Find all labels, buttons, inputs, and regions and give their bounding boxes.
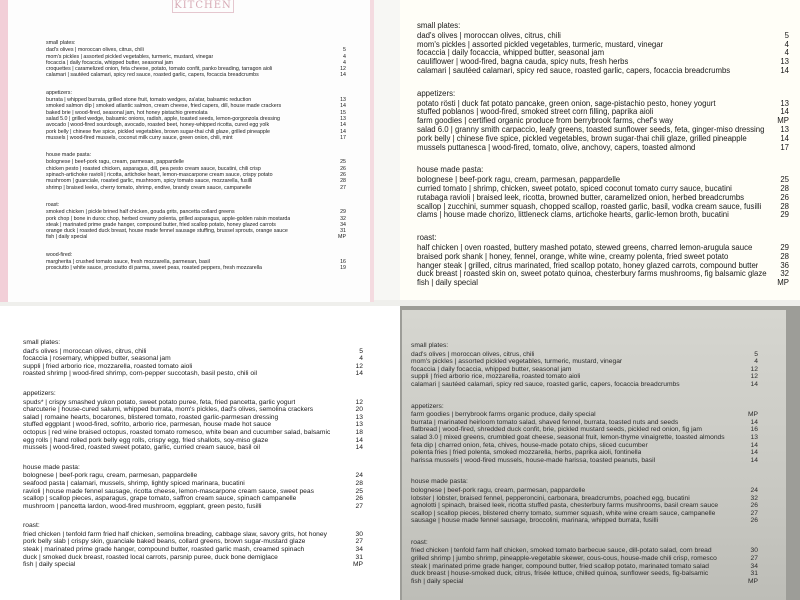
kitchen-logo: KITCHEN xyxy=(172,0,234,13)
menu-item-description: mussels puttanesca | wood-fired, tomato, olive, anchovy, capers, toasted almond xyxy=(417,143,696,152)
menu-item xyxy=(411,457,758,465)
menu-item-description: ravioli | house made fennel sausage, ricotta cheese, lemon-mascarpone cream sauce, sweet peas xyxy=(23,487,314,495)
menu-item-description: farm goodies | certified organic produce from berrybrook farms, chef's way xyxy=(417,117,674,126)
menu-item-price: 14 xyxy=(340,122,346,129)
menu-item xyxy=(411,419,758,427)
menu-item xyxy=(23,480,363,488)
section-heading: house made pasta: xyxy=(46,152,92,159)
menu-item-price: 27 xyxy=(340,184,346,191)
menu-item-price: 5 xyxy=(784,30,789,40)
menu-item xyxy=(411,510,758,518)
section-heading: appetizers: xyxy=(411,402,444,410)
menu-panel-4 xyxy=(400,306,800,600)
menu-item-price: 12 xyxy=(750,373,758,381)
menu-item-price: 31 xyxy=(750,570,758,578)
menu-item xyxy=(417,244,789,253)
menu-item-price: 29 xyxy=(340,209,346,216)
menu-section xyxy=(411,342,758,389)
menu-section xyxy=(417,22,789,76)
menu-item-description: mushroom | guanciale, roasted garlic, mushroom, spicy tomato sauce, mozzarella, fusilli xyxy=(46,178,253,185)
menu-section xyxy=(46,252,346,272)
menu-item xyxy=(23,472,363,480)
menu-item-description: pork belly | chinese five spice, pickled vegetables, brown sugar-thai chili glaze, grilled pineapple xyxy=(417,134,747,143)
menu-item-price: 31 xyxy=(355,553,363,561)
menu-item-description: bolognese | beef-pork ragu, cream, parmesan, pappardelle xyxy=(417,176,621,185)
menu-item-price: 26 xyxy=(750,502,758,510)
menu-item-description: avocado | wood-fired sourdough, avocado, roasted beet, honey-whipped ricotta, cured egg yolk xyxy=(46,122,270,129)
menu-item xyxy=(411,434,758,442)
menu-item xyxy=(23,370,363,378)
menu-item-price: 32 xyxy=(340,215,346,222)
menu-item-description: suppli | fried arborio rice, mozzarella, roasted tomato aioli xyxy=(411,373,581,381)
menu-item xyxy=(411,366,758,374)
menu-panel-1 xyxy=(0,0,374,302)
menu-item-description: smoked salmon dip | smoked atlantic salmon, cream cheese, fried capers, dill, house made crackers xyxy=(46,103,282,110)
menu-item-description: sausage | house made fennel sausage, broccolini, marinara, whipped burrata, fusilli xyxy=(411,517,659,525)
menu-item xyxy=(417,32,789,41)
menu-item-price: 17 xyxy=(340,134,346,141)
menu-section xyxy=(417,166,789,220)
menu-item-description: mussels | wood-fired mussels, coconut milk curry sauce, green onion, chili, mint xyxy=(46,134,233,141)
menu-item-price: 29 xyxy=(780,210,789,220)
menu-item xyxy=(411,351,758,359)
menu-item-description: potato rösti | duck fat potato pancake, green onion, sage-pistachio pesto, honey yogurt xyxy=(417,99,716,108)
menu-item-price: 30 xyxy=(750,547,758,555)
menu-item-price: 13 xyxy=(780,57,789,67)
menu-item-description: duck breast | roasted skin on, sweet potato quinoa, chesterbury farms mushrooms, fig balsamic glaze xyxy=(417,270,767,279)
menu-item xyxy=(23,538,363,546)
menu-item-description: spuds* | crispy smashed yukon potato, sweet potato puree, feta, fried pancetta, garlic yogurt xyxy=(23,398,296,406)
menu-section xyxy=(411,403,758,465)
menu-item-description: pork belly slab | crispy skin, guanciale baked beans, collard greens, brown sugar-mustard glaze xyxy=(23,538,306,546)
menu-item-description: cauliflower | wood-fired, bagna cauda, spicy nuts, fresh herbs xyxy=(417,58,629,67)
menu-item xyxy=(417,144,789,153)
menu-item xyxy=(411,578,758,586)
menu-item-description: burrata | marinated heirloom tomato salad, shaved fennel, burrata, toasted nuts and seeds xyxy=(411,418,679,426)
menu-item-description: salad 6.0 | granny smith carpaccio, leafy greens, toasted sunflower seeds, feta, ginger-miso dressing xyxy=(417,125,765,134)
menu-4 xyxy=(411,342,758,599)
menu-item xyxy=(417,194,789,203)
menu-item-description: duck breast | house-smoked duck, citrus, frisée lettuce, chilled quinoa, sunflower seeds, fig-balsamic xyxy=(411,570,709,578)
menu-item-price: 13 xyxy=(340,97,346,104)
menu-item-description: octopus | red wine braised octopus, roasted tomato romesco, white bean and cucumber salad, balsamic xyxy=(23,428,331,436)
menu-item-description: harissa mussels | wood-fired mussels, house-made harissa, toasted peanuts, basil xyxy=(411,456,656,464)
menu-item-price: 27 xyxy=(750,555,758,563)
menu-section xyxy=(46,202,346,241)
menu-item xyxy=(23,421,363,429)
menu-item-description: fried chicken | tenfold farm fried half chicken, semolina breading, cabbage slaw, savory grits, hot honey xyxy=(23,530,327,538)
menu-item-description: mom's pickles | assorted pickled vegetables, turmeric, mustard, vinegar xyxy=(411,358,623,366)
menu-item-price: 26 xyxy=(355,495,363,503)
menu-item xyxy=(23,348,363,356)
menu-item-description: duck | smoked duck breast, roasted local carrots, parsnip puree, duck bone demiglace xyxy=(23,553,278,561)
menu-item-price: 14 xyxy=(340,72,346,79)
menu-item-description: dad's olives | moroccan olives, citrus, chili xyxy=(417,31,561,40)
menu-section xyxy=(46,40,346,79)
menu-item-price: 14 xyxy=(780,133,789,143)
menu-item-price: 25 xyxy=(355,487,363,495)
menu-item-description: stuffed eggplant | wood-fired, sofrito, arborio rice, parmesan, house made hot sauce xyxy=(23,421,272,429)
menu-item-price: 13 xyxy=(355,421,363,429)
menu-item-description: steak | marinated prime grade hanger, compound butter, fried scallop potato, marinated tomato salad xyxy=(411,562,710,570)
menu-item-price: 19 xyxy=(340,265,346,272)
menu-item-price: 27 xyxy=(750,509,758,517)
menu-item-price: 18 xyxy=(355,428,363,436)
menu-item-price: 26 xyxy=(780,192,789,202)
menu-item xyxy=(23,495,363,503)
menu-item xyxy=(417,253,789,262)
menu-item-price: 34 xyxy=(355,546,363,554)
section-heading: small plates: xyxy=(46,40,76,46)
menu-item xyxy=(23,554,363,562)
menu-item xyxy=(417,117,789,126)
menu-item-description: pork chop | bone in duroc chop, herbed creamy polenta, grilled asparagus, apple-golden raisin mostarda xyxy=(46,215,291,222)
menu-item xyxy=(417,279,789,288)
menu-item-price: 31 xyxy=(340,228,346,235)
menu-item xyxy=(411,547,758,555)
menu-item-description: mussels | wood-fired, roasted sweet potato, garlic, curried cream sauce, basil oil xyxy=(23,444,261,452)
menu-item-price: MP xyxy=(338,234,346,241)
menu-item-price: 32 xyxy=(780,269,789,279)
section-heading: small plates: xyxy=(411,342,449,349)
menu-item xyxy=(46,72,346,78)
menu-item-description: burrata | whipped burrata, grilled stone fruit, tomato wedges, za'atar, balsamic reduction xyxy=(46,97,252,104)
menu-item-description: clams | house made chorizo, littleneck clams, artichoke hearts, garlic-lemon broth, bucatini xyxy=(417,211,729,220)
menu-item xyxy=(417,41,789,50)
menu-item-price: MP xyxy=(352,561,363,569)
menu-item xyxy=(417,100,789,109)
section-heading: roast: xyxy=(46,201,60,208)
menu-item-description: salad | romaine hearts, bocarones, blistered tomato, roasted garlic-parmesan dressing xyxy=(23,413,279,421)
menu-item xyxy=(417,49,789,58)
menu-item-price: 29 xyxy=(780,242,789,252)
menu-section xyxy=(23,390,363,452)
menu-item xyxy=(417,126,789,135)
menu-section xyxy=(23,522,363,569)
menu-item-price: 4 xyxy=(784,39,789,49)
menu-item-description: grilled shrimp | jumbo shrimp, pineapple-vegetable skewer, cous-cous, house-made chili crisp, romesco xyxy=(411,555,717,563)
menu-item-description: prosciutto | white sauce, prosciutto di parma, sweet peas, roasted peppers, fresh mozzarella xyxy=(46,265,263,272)
section-heading: roast: xyxy=(417,233,437,243)
menu-item xyxy=(23,561,363,569)
menu-item-price: 34 xyxy=(750,562,758,570)
section-heading: house made pasta: xyxy=(411,478,468,486)
menu-item-description: lobster | lobster, braised fennel, pepperoncini, carbonara, breadcrumbs, poached egg, bucatini xyxy=(411,494,690,502)
menu-section xyxy=(23,339,363,378)
menu-item-description: polenta fries | fried polenta, smoked mozzarella, herbs, paprika aioli, fontinella xyxy=(411,449,642,457)
menu-item-description: fish | daily special xyxy=(46,234,88,241)
menu-item-price: 12 xyxy=(750,365,758,373)
menu-item-price: 13 xyxy=(750,433,758,441)
menu-item-description: orange duck | roasted duck breast, house made fennel sausage stuffing, brussel sprouts, orange sauce xyxy=(46,228,288,235)
menu-item-price: 15 xyxy=(340,109,346,116)
menu-item-price: 24 xyxy=(750,486,758,494)
menu-item-price: 36 xyxy=(780,260,789,270)
section-heading: appetizers: xyxy=(46,89,72,96)
menu-section xyxy=(46,90,346,141)
menu-item xyxy=(411,570,758,578)
menu-item-description: salad 3.0 | mixed greens, crumbled goat cheese, seasonal fruit, lemon-thyme vinaigrette, toasted almonds xyxy=(411,433,725,441)
menu-item xyxy=(411,449,758,457)
menu-item-description: baked brie | wood-fired, seasonal jam, hot honey pistachio gremolata xyxy=(46,109,208,116)
menu-item-price: 12 xyxy=(340,66,346,73)
menu-item-price: 25 xyxy=(780,175,789,185)
menu-item-price: 30 xyxy=(355,530,363,538)
section-heading: house made pasta: xyxy=(23,463,80,471)
menu-item xyxy=(23,429,363,437)
menu-item xyxy=(411,426,758,434)
section-heading: appetizers: xyxy=(417,88,456,98)
menu-item-description: steak | marinated prime grade hanger, compound butter, fried scallop potato, honey glazed carrots xyxy=(46,221,276,228)
menu-item-description: farm goodies | berrybrook farms organic produce, daily special xyxy=(411,411,596,419)
menu-item-description: spinach-artichoke ravioli | ricotta, artichoke heart, lemon-mascarpone cream sauce, crispy potato xyxy=(46,172,273,179)
menu-item-price: 14 xyxy=(780,107,789,117)
menu-item-price: 13 xyxy=(780,98,789,108)
menu-item-description: dad's olives | moroccan olives, citrus, chili xyxy=(46,47,144,54)
menu-section xyxy=(411,478,758,525)
section-heading: roast: xyxy=(23,522,40,530)
menu-item-description: mushroom | pancetta lardon, wood-fired mushroom, eggplant, green pesto, fusilli xyxy=(23,502,262,510)
menu-section xyxy=(23,464,363,511)
menu-section xyxy=(417,234,789,288)
menu-item xyxy=(23,488,363,496)
menu-item-description: smoked chicken | pickle brined half chicken, gouda grits, pancetta collard greens xyxy=(46,209,235,216)
menu-item-description: charcuterie | house-cured salumi, whipped burrata, mom's pickles, dad's olives, semolina crackers xyxy=(23,406,314,414)
menu-item-price: 26 xyxy=(340,165,346,172)
menu-section xyxy=(411,539,758,586)
menu-item-description: egg rolls | hand rolled pork belly egg rolls, crispy egg, fried shallots, soy-miso glaze xyxy=(23,436,269,444)
menu-item-price: 26 xyxy=(340,172,346,179)
menu-item-description: bolognese | beef-pork ragu, cream, parmesan, pappardelle xyxy=(46,159,185,166)
section-heading: roast: xyxy=(411,538,428,546)
menu-item xyxy=(411,555,758,563)
menu-item xyxy=(23,546,363,554)
menu-item-description: calamari | sautéed calamari, spicy red sauce, roasted garlic, capers, focaccia breadcrumbs xyxy=(417,66,731,75)
section-heading: house made pasta: xyxy=(417,165,484,175)
menu-item-description: margherita | crushed tomato sauce, fresh mozzarella, parmesan, basil xyxy=(46,259,210,266)
menu-item-description: braised pork shank | honey, fennel, orange, white wine, creamy polenta, fried sweet potato xyxy=(417,252,729,261)
menu-item xyxy=(411,487,758,495)
menu-item-description: bolognese | beef-pork ragu, cream, parmesan, pappardelle xyxy=(23,472,198,480)
menu-item-price: 13 xyxy=(340,115,346,122)
menu-item-description: focaccia | daily focaccia, whipped butter, seasonal jam xyxy=(411,365,572,373)
menu-item-price: 14 xyxy=(750,380,758,388)
menu-item-price: 13 xyxy=(780,124,789,134)
menu-item-description: curried tomato | shrimp, chicken, sweet potato, spiced coconut tomato curry sauce, bucatini xyxy=(417,184,732,193)
menu-item-price: 13 xyxy=(355,413,363,421)
menu-item-price: 28 xyxy=(780,183,789,193)
menu-item xyxy=(417,67,789,76)
menu-item-price: 34 xyxy=(340,221,346,228)
menu-item xyxy=(23,531,363,539)
menu-item-description: bolognese | beef-pork ragu, cream, parmesan, pappardelle xyxy=(411,486,586,494)
menu-item-description: focaccia | daily focaccia, whipped butter, seasonal jam xyxy=(46,59,174,66)
menu-item-price: 28 xyxy=(355,479,363,487)
menu-item xyxy=(411,381,758,389)
menu-item-description: agnolotti | spinach, braised leek, ricotta stuffed pasta, chesterbury farms mushrooms, basil cream sauce xyxy=(411,502,719,510)
menu-item xyxy=(417,203,789,212)
menu-item xyxy=(417,211,789,220)
menu-item-price: 16 xyxy=(340,259,346,266)
menu-item-price: 14 xyxy=(750,449,758,457)
menu-item-price: 26 xyxy=(750,517,758,525)
menu-item-description: fish | daily special xyxy=(23,561,76,569)
menu-item xyxy=(417,176,789,185)
menu-item xyxy=(23,414,363,422)
menu-item xyxy=(46,185,346,191)
section-heading: wood-fired: xyxy=(46,251,73,258)
menu-item-description: dad's olives | moroccan olives, citrus, chili xyxy=(23,347,147,355)
menu-section xyxy=(417,90,789,153)
menu-item-description: suppli | fried arborio rice, mozzarella, roasted tomato aioli xyxy=(23,362,193,370)
menu-item-price: 14 xyxy=(750,418,758,426)
menu-item-price: 14 xyxy=(355,370,363,378)
menu-item-price: MP xyxy=(747,411,758,419)
menu-item-description: fish | daily special xyxy=(411,577,464,585)
menu-item-description: seafood pasta | calamari, mussels, shrimp, lightly spiced marinara, bucatini xyxy=(23,479,245,487)
gutter xyxy=(374,0,400,306)
menu-item-description: hanger steak | grilled, citrus marinated, fried scallop potato, honey glazed carrots, compound butter xyxy=(417,261,759,270)
section-heading: small plates: xyxy=(23,339,61,346)
menu-item-price: 17 xyxy=(780,142,789,152)
menu-item xyxy=(417,185,789,194)
menu-item-price: MP xyxy=(747,577,758,585)
menu-item-description: shrimp | braised leeks, cherry tomato, shrimp, endive, brandy cream sauce, campanelle xyxy=(46,184,252,191)
menu-item xyxy=(417,262,789,271)
menu-item-price: 20 xyxy=(355,406,363,414)
menu-item xyxy=(411,502,758,510)
menu-item xyxy=(411,373,758,381)
menu-item-description: rutabaga ravioli | braised leek, ricotta, browned butter, caramelized onion, herbed breadcrumbs xyxy=(417,193,745,202)
menu-item-price: 25 xyxy=(340,159,346,166)
menu-item-description: dad's olives | moroccan olives, citrus, chili xyxy=(411,350,535,358)
menu-item xyxy=(23,355,363,363)
menu-item xyxy=(23,363,363,371)
menu-item xyxy=(23,503,363,511)
menu-item-price: 4 xyxy=(343,53,346,60)
menu-panel-2 xyxy=(400,0,800,300)
menu-item-description: half chicken | oven roasted, buttery mashed potato, stewed greens, charred lemon-arugula sauce xyxy=(417,243,753,252)
menu-item xyxy=(411,442,758,450)
menu-item-price: 12 xyxy=(355,398,363,406)
menu-item-price: 14 xyxy=(750,456,758,464)
menu-item-description: chicken pesto | roasted chicken, asparagus, dill, pea pesto cream sauce, bucatini, chili crisp xyxy=(46,165,261,172)
menu-item xyxy=(411,563,758,571)
menu-item xyxy=(417,108,789,117)
menu-item-price: 4 xyxy=(754,358,758,366)
menu-item-price: 4 xyxy=(343,59,346,66)
menu-item xyxy=(46,135,346,141)
menu-item-description: salad 5.0 | grilled wedge, balsamic onions, radish, apple, toasted seeds, lemon-gorgonzola dressing xyxy=(46,115,280,122)
menu-item-price: 27 xyxy=(355,538,363,546)
menu-item-description: roasted shrimp | wood-fired shrimp, corn-pepper succotash, basil pesto, chili oil xyxy=(23,370,258,378)
menu-item xyxy=(23,437,363,445)
section-heading: small plates: xyxy=(417,21,461,30)
menu-section xyxy=(46,152,346,191)
menu-item-description: steak | marinated prime grade hanger, compound butter, roasted garlic mash, creamed spinach xyxy=(23,546,305,554)
menu-item-description: croquettes | caramelized onion, feta cheese, potato, tomato confit, panko breading, tarragon aioli xyxy=(46,66,273,73)
menu-item-price: 12 xyxy=(355,362,363,370)
menu-item-description: scallop | scallop pieces, asparagus, grape tomato, saffron cream sauce, spinach campanelle xyxy=(23,495,297,503)
menu-item-description: calamari | sautéed calamari, spicy red sauce, roasted garlic, capers, focaccia breadcrumbs xyxy=(46,72,259,79)
menu-item-price: 5 xyxy=(754,350,758,358)
menu-item-description: calamari | sautéed calamari, spicy red sauce, roasted garlic, capers, focaccia breadcrumbs xyxy=(411,380,680,388)
menu-item-price: 4 xyxy=(784,48,789,58)
menu-item-price: 14 xyxy=(780,65,789,75)
menu-item-price: 32 xyxy=(750,494,758,502)
menu-item xyxy=(23,444,363,452)
menu-item-price: 28 xyxy=(780,251,789,261)
menu-item-price: 24 xyxy=(355,472,363,480)
menu-item-price: 28 xyxy=(340,178,346,185)
menu-item-price: 4 xyxy=(359,355,363,363)
menu-item-price: 14 xyxy=(340,128,346,135)
menu-item-description: pork belly | chinese five spice, pickled vegetables, brown sugar-thai chili glaze, grilled pineapple xyxy=(46,128,270,135)
menu-2 xyxy=(417,22,789,300)
menu-item-description: fish | daily special xyxy=(417,279,478,288)
menu-item xyxy=(23,406,363,414)
menu-item-description: focaccia | daily focaccia, whipped butter, seasonal jam xyxy=(417,49,605,58)
menu-item xyxy=(23,399,363,407)
menu-item-description: focaccia | rosemary, whipped butter, seasonal jam xyxy=(23,355,171,363)
menu-item-price: 27 xyxy=(355,502,363,510)
menu-item-price: 14 xyxy=(355,444,363,452)
menu-item xyxy=(411,495,758,503)
menu-item-description: mom's pickles | assorted pickled vegetables, turmeric, mustard, vinegar xyxy=(417,40,664,49)
menu-item xyxy=(417,270,789,279)
menu-item-price: 5 xyxy=(343,47,346,54)
menu-item-price: 14 xyxy=(750,441,758,449)
menu-item xyxy=(411,517,758,525)
menu-item xyxy=(417,135,789,144)
menu-item-description: stuffed poblanos | wood-fired, smoked street corn filling, paprika aioli xyxy=(417,108,654,117)
menu-1 xyxy=(46,40,346,283)
menu-item-description: scallop | scallop pieces, blistered cherry tomato, summer squash, white wine cream sauce, campanelle xyxy=(411,509,716,517)
menu-item xyxy=(411,358,758,366)
menu-item-price: 14 xyxy=(340,103,346,110)
menu-item-price: 5 xyxy=(359,347,363,355)
menu-3 xyxy=(23,339,363,581)
section-heading: appetizers: xyxy=(23,389,56,397)
menu-item-price: 14 xyxy=(355,436,363,444)
menu-panel-3 xyxy=(0,306,400,600)
menu-item-description: flatbread | wood-fired, shredded duck confit, brie, pickled mustard seeds, pickled red onion, fig jam xyxy=(411,426,702,434)
menu-item-description: feta dip | charred onion, feta, chives, house-made potato chips, sliced cucumber xyxy=(411,441,648,449)
menu-item-description: scallop | zucchini, summer squash, chopped scallop, roasted garlic, basil, vodka cream sauce, fusilli xyxy=(417,202,762,211)
menu-item xyxy=(417,58,789,67)
menu-item-price: 28 xyxy=(780,201,789,211)
menu-item-description: fried chicken | tenfold farm half chicken, smoked tomato barbecue sauce, dill-potato salad, corn bread xyxy=(411,547,712,555)
menu-item xyxy=(411,411,758,419)
menu-item-price: MP xyxy=(777,116,789,126)
menu-item-price: MP xyxy=(777,278,789,288)
menu-item xyxy=(46,265,346,271)
menu-item xyxy=(46,234,346,240)
menu-item-price: 16 xyxy=(750,426,758,434)
menu-item-description: mom's pickles | assorted pickled vegetables, turmeric, mustard, vinegar xyxy=(46,53,214,60)
